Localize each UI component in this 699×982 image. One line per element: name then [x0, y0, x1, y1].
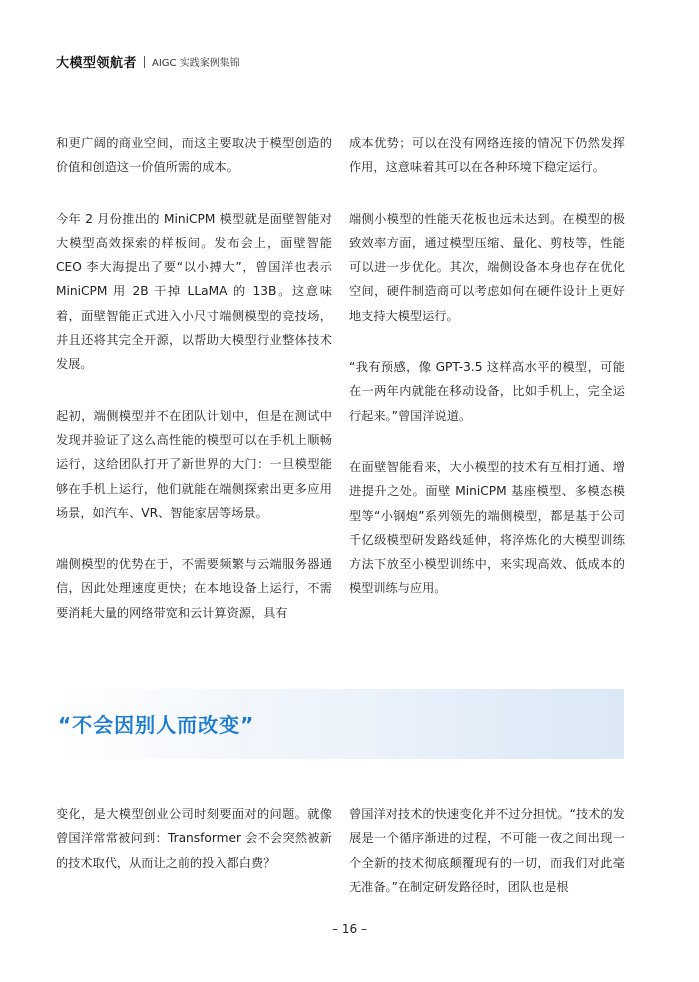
top-right-column [349, 131, 625, 601]
top-left-column [56, 131, 332, 625]
paragraph: “我有预感，像 GPT-3.5 这样高水平的模型，可能在一两年内就能在移动设备，比如手机上，完全运行起来。”曾国洋说道。 [349, 360, 625, 423]
paragraph: 端侧小模型的性能天花板也远未达到。在模型的极致效率方面，通过模型压缩、量化、剪枝等，性能可以进一步优化。其次，端侧设备本身也存在优化空间，硬件制造商可以考虑如何在硬件设计上更好地支持大模型运行。 [349, 211, 625, 323]
paragraph: 端侧模型的优势在于，不需要频繁与云端服务器通信，因此处理速度更快；在本地设备上运行，不需要消耗大量的网络带宽和云计算资源，具有 [56, 557, 332, 620]
paragraph: 成本优势；可以在没有网络连接的情况下仍然发挥作用，这意味着其可以在各种环境下稳定运行。 [349, 136, 625, 175]
section-heading: “不会因别人而改变” [58, 713, 255, 737]
paragraph: 曾国洋对技术的快速变化并不过分担忧。“技术的发展是一个循序渐进的过程，不可能一夜之间出现一个全新的技术彻底颠覆现有的一切，而我们对此毫无准备。”在制定研发路径时，团队也是根 [349, 807, 625, 894]
page-header [56, 52, 240, 71]
publication-subtitle: AIGC 实践案例集锦 [152, 58, 240, 69]
page-number: – 16 – [332, 922, 367, 936]
section-heading-band [56, 689, 624, 759]
bottom-right-column [349, 802, 625, 899]
bottom-left-column [56, 802, 332, 875]
paragraph: 和更广阔的商业空间，而这主要取决于模型创造的价值和创造这一价值所需的成本。 [56, 136, 332, 175]
publication-title: 大模型领航者 [56, 56, 138, 71]
paragraph: 变化，是大模型创业公司时刻要面对的问题。就像曾国洋常常被问到：Transformer 会不会突然被新的技术取代，从而让之前的投入都白费？ [56, 807, 332, 870]
paragraph: 在面壁智能看来，大小模型的技术有互相打通、增进提升之处。面壁 MiniCPM 基座模型、多模态模型等“小钢炮”系列领先的端侧模型，都是基于公司千亿级模型研发路线延伸，将淬炼化的大模型训练方法下放至小模型训练中，来实现高效、低成本的模型训练与应用。 [349, 459, 625, 596]
paragraph: 起初，端侧模型并不在团队计划中，但是在测试中发现并验证了这么高性能的模型可以在手机上顺畅运行，这给团队打开了新世界的大门：一旦模型能够在手机上运行，他们就能在端侧探索出更多应用场景，如汽车、VR、智能家居等场景。 [56, 408, 332, 520]
header-divider [144, 56, 145, 68]
paragraph: 今年 2 月份推出的 MiniCPM 模型就是面壁智能对大模型高效探索的样板间。发布会上，面壁智能 CEO 李大海提出了要“以小搏大”，曾国洋也表示 MiniCPM 用 2B 干掉 LLaMA 的 13B。这意味着，面壁智能正式进入小尺寸端侧模型的竞技场，并且还将其完全开源，以帮助大模型行业整体技术发展。 [56, 211, 332, 372]
